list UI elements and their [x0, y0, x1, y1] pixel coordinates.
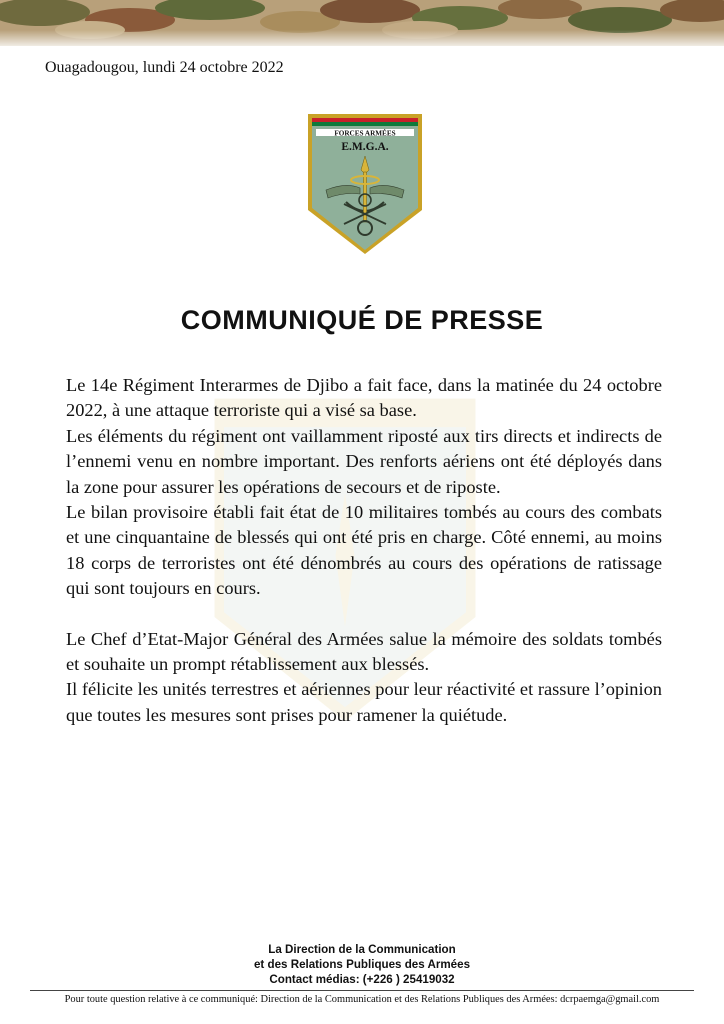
communique-body — [66, 373, 662, 728]
paragraph: Les éléments du régiment ont vaillamment riposté aux tirs directs et indirects de l’ennemi venu en nombre important. Des renforts aériens ont été déployés dans la zone pour assurer les opérations de secours et de riposte. — [66, 425, 662, 497]
paragraph-spacer — [66, 602, 662, 627]
date-line: Ouagadougou, lundi 24 octobre 2022 — [45, 59, 284, 76]
footer-note: Pour toute question relative à ce communiqué: Direction de la Communication et des Relations Publiques des Armées: dcrpaemga@gmail.com — [64, 994, 660, 1005]
page-title: COMMUNIQUÉ DE PRESSE — [180, 305, 544, 335]
emblem-acronym: E.M.G.A. — [341, 141, 389, 153]
signature-line-1: La Direction de la Communication — [268, 943, 456, 956]
contact-line: Contact médias: (+226 ) 25419032 — [269, 973, 455, 986]
camouflage-header-band — [0, 0, 724, 46]
emga-emblem-logo — [306, 112, 424, 256]
paragraph: Le bilan provisoire établi fait état de 10 militaires tombés au cours des combats et une cinquantaine de blessés qui ont été pris en charge. Côté ennemi, au moins 18 corps de terroristes ont été dénombrés au cours des opérations de ratissage qui sont toujours en cours. — [66, 502, 662, 599]
emblem-top-text: FORCES ARMÉES — [334, 129, 396, 138]
footer-divider — [30, 990, 694, 991]
signature-line-2: et des Relations Publiques des Armées — [253, 958, 471, 971]
paragraph: Le 14e Régiment Interarmes de Djibo a fait face, dans la matinée du 24 octobre 2022, à une attaque terroriste qui a visé sa base. — [66, 375, 662, 421]
signature-block — [0, 942, 724, 987]
paragraph: Le Chef d’Etat-Major Général des Armées salue la mémoire des soldats tombés et souhaite un prompt rétablissement aux blessés. — [66, 628, 662, 675]
paragraph: Il félicite les unités terrestres et aériennes pour leur réactivité et rassure l’opinion que toutes les mesures sont prises pour ramener la quiétude. — [66, 679, 662, 725]
